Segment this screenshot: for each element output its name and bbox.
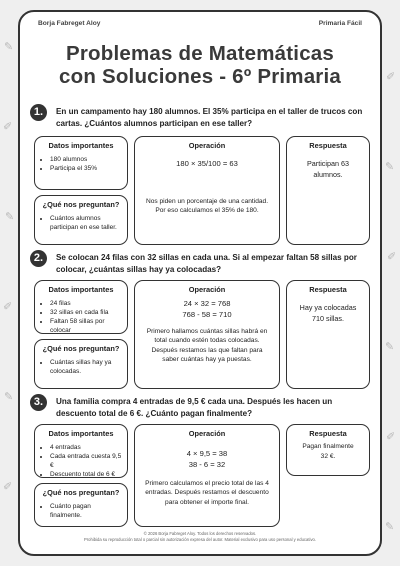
- asked-list: [41, 214, 123, 232]
- doodle-icon: ✐: [3, 300, 13, 313]
- page-title-line-2: con Soluciones - 6º Primaria: [59, 65, 341, 88]
- doodle-icon: ✎: [385, 160, 395, 173]
- answer-text: Pagan finalmente 32 €.: [302, 443, 354, 460]
- doodle-icon: ✐: [3, 120, 13, 133]
- data-box-title: Datos importantes: [48, 141, 114, 150]
- operation-line: 38 - 6 = 32: [188, 460, 226, 469]
- data-box: [34, 136, 128, 190]
- problem-question: Una familia compra 4 entradas de 9,5 € cada una. Después les hacen un descuento total de 6 €. ¿Cuánto pagan finalmente?: [56, 397, 333, 418]
- data-list: [41, 299, 123, 335]
- problem-question: En un campamento hay 180 alumnos. El 35% participa en el taller de trucos con cartas. ¿Cuántos alumnos participan en ese taller?: [56, 107, 363, 128]
- list-item: • Descuento total de 6 €: [50, 470, 123, 479]
- asked-box-title: ¿Qué nos preguntan?: [42, 200, 120, 209]
- data-box-title: Datos importantes: [48, 285, 114, 294]
- doodle-icon: ✎: [385, 520, 395, 533]
- asked-box: [34, 483, 128, 527]
- data-box: [34, 424, 128, 478]
- worksheet-card: [18, 10, 382, 556]
- list-item: • Cuántos alumnos participan en ese taller.: [50, 214, 123, 232]
- data-box-title: Datos importantes: [48, 429, 114, 438]
- problem-question: Se colocan 24 filas con 32 sillas en cada una. Si al empezar faltan 58 sillas por colocar, ¿cuántas sillas hay ya colocadas?: [56, 253, 357, 274]
- operation-box: [134, 424, 280, 527]
- answer-box: [286, 280, 370, 389]
- level-label: Primaria Fácil: [318, 20, 362, 27]
- answer-box-title: Respuesta: [309, 141, 347, 150]
- operation-box-title: Operación: [188, 429, 226, 438]
- list-item: • Cada entrada cuesta 9,5 €: [50, 452, 123, 470]
- footer-notice: Prohibida su reproducción total o parcial sin autorización expresa del autor. Material exclusivo para uso personal y educativo.: [83, 537, 317, 542]
- operation-line: 768 - 58 = 710: [182, 310, 232, 319]
- doodle-icon: ✐: [386, 70, 396, 83]
- asked-box: [34, 195, 128, 245]
- answer-box-title: Respuesta: [309, 285, 347, 294]
- data-box: [34, 280, 128, 334]
- data-list: [41, 443, 123, 479]
- problem-number: 1.: [30, 104, 47, 121]
- list-item: • Cuánto pagan finalmente.: [50, 502, 123, 520]
- doodle-icon: ✐: [386, 430, 396, 443]
- operation-explanation: Nos piden un porcentaje de una cantidad. Por eso calculamos el 35% de 180.: [145, 198, 269, 215]
- problem-number: 2.: [30, 250, 47, 267]
- operation-box-title: Operación: [188, 141, 226, 150]
- problem-number: 3.: [30, 394, 47, 411]
- asked-list: [41, 502, 123, 520]
- footer-copyright: © 2026 Borja Fabreget Aloy. Todos los derechos reservados.: [143, 531, 257, 536]
- doodle-icon: ✎: [4, 390, 14, 403]
- doodle-icon: ✎: [4, 40, 14, 53]
- answer-box: [286, 424, 370, 476]
- operation-explanation: Primero hallamos cuántas sillas habrá en total cuando estén todas colocadas. Después restamos las que faltan para saber cuántas hay ya puestas.: [146, 328, 268, 364]
- data-list: [41, 155, 123, 173]
- asked-box: [34, 339, 128, 389]
- list-item: • 180 alumnos: [50, 155, 123, 164]
- author-name: Borja Fabreget Aloy: [38, 20, 101, 27]
- list-item: • 4 entradas: [50, 443, 123, 452]
- asked-list: [41, 358, 123, 376]
- doodle-icon: ✐: [387, 250, 397, 263]
- operation-box: [134, 136, 280, 245]
- operation-line: 4 × 9,5 = 38: [186, 449, 228, 458]
- operation-box: [134, 280, 280, 389]
- page-title-line-1: Problemas de Matemáticas: [66, 42, 334, 65]
- doodle-icon: ✐: [3, 480, 13, 493]
- list-item: • Faltan 58 sillas por colocar: [50, 317, 123, 335]
- answer-text: Hay ya colocadas 710 sillas.: [299, 303, 357, 323]
- doodle-icon: ✎: [5, 210, 15, 223]
- list-item: • 32 sillas en cada fila: [50, 308, 123, 317]
- operation-line: 24 × 32 = 768: [183, 299, 231, 308]
- doodle-icon: ✎: [385, 340, 395, 353]
- operation-line: 180 × 35/100 = 63: [176, 159, 238, 168]
- asked-box-title: ¿Qué nos preguntan?: [42, 344, 120, 353]
- asked-box-title: ¿Qué nos preguntan?: [42, 488, 120, 497]
- answer-box-title: Respuesta: [309, 429, 347, 438]
- answer-box: [286, 136, 370, 245]
- list-item: • Cuántas sillas hay ya colocadas.: [50, 358, 123, 376]
- operation-box-title: Operación: [188, 285, 226, 294]
- operation-explanation: Primero calculamos el precio total de las 4 entradas. Después restamos el descuento para obtener el importe final.: [145, 480, 269, 506]
- list-item: • 24 filas: [50, 299, 123, 308]
- list-item: • Participa el 35%: [50, 164, 123, 173]
- answer-text: Participan 63 alumnos.: [307, 159, 349, 179]
